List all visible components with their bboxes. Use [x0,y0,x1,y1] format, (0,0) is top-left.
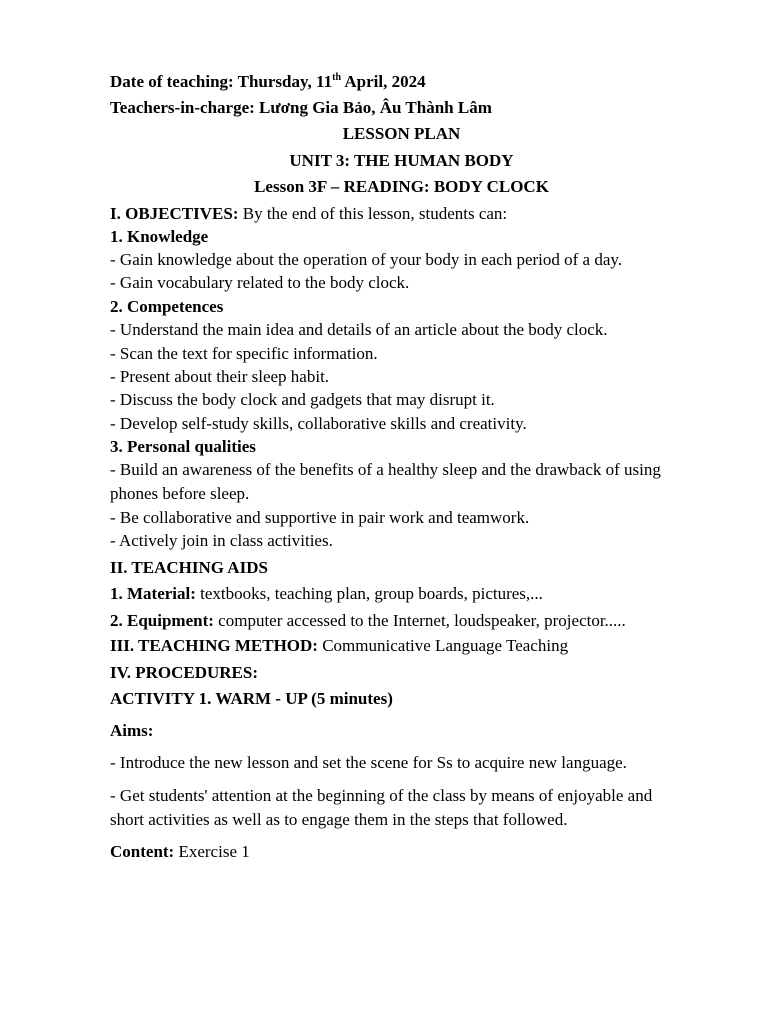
competences-heading: 2. Competences [110,297,224,316]
material-line: 1. Material: textbooks, teaching plan, group boards, pictures,... [110,584,543,603]
competence-item: - Understand the main idea and details of an article about the body clock. [110,320,608,339]
knowledge-item: - Gain knowledge about the operation of your body in each period of a day. [110,250,623,269]
unit-title: UNIT 3: THE HUMAN BODY [289,151,514,170]
lesson-title: Lesson 3F – READING: BODY CLOCK [254,177,549,196]
aims-label: Aims: [110,721,154,740]
date-of-teaching: Date of teaching: Thursday, 11th April, 2024 [110,72,426,91]
teachers-in-charge: Teachers-in-charge: Lương Gia Bảo, Âu Thành Lâm [110,98,492,117]
teaching-method-line: III. TEACHING METHOD: Communicative Language Teaching [110,636,569,655]
objectives-heading: I. OBJECTIVES: By the end of this lesson, students can: [110,204,508,223]
competence-item: - Present about their sleep habit. [110,367,330,386]
knowledge-item: - Gain vocabulary related to the body clock. [110,273,410,292]
content-line: Content: Exercise 1 [110,842,250,861]
date-superscript: th [332,72,342,83]
equipment-line: 2. Equipment: computer accessed to the Internet, loudspeaker, projector..... [110,611,626,630]
lesson-plan-title: LESSON PLAN [342,124,461,143]
quality-item: - Be collaborative and supportive in pair work and teamwork. [110,508,530,527]
quality-item: - Actively join in class activities. [110,531,333,550]
qualities-heading: 3. Personal qualities [110,437,256,456]
aim-item: - Get students' attention at the beginning of the class by means of enjoyable and short activities as well as to engage them in the steps that followed. [110,786,653,829]
aim-item: - Introduce the new lesson and set the scene for Ss to acquire new language. [110,753,627,772]
competence-item: - Discuss the body clock and gadgets that may disrupt it. [110,390,495,409]
competence-item: - Develop self-study skills, collaborative skills and creativity. [110,414,527,433]
quality-item: - Build an awareness of the benefits of a healthy sleep and the drawback of using phones before sleep. [110,460,661,503]
activity-heading: ACTIVITY 1. WARM - UP (5 minutes) [110,689,393,708]
knowledge-heading: 1. Knowledge [110,227,209,246]
procedures-heading: IV. PROCEDURES: [110,663,258,682]
competence-item: - Scan the text for specific information. [110,344,378,363]
teaching-aids-heading: II. TEACHING AIDS [110,558,268,577]
